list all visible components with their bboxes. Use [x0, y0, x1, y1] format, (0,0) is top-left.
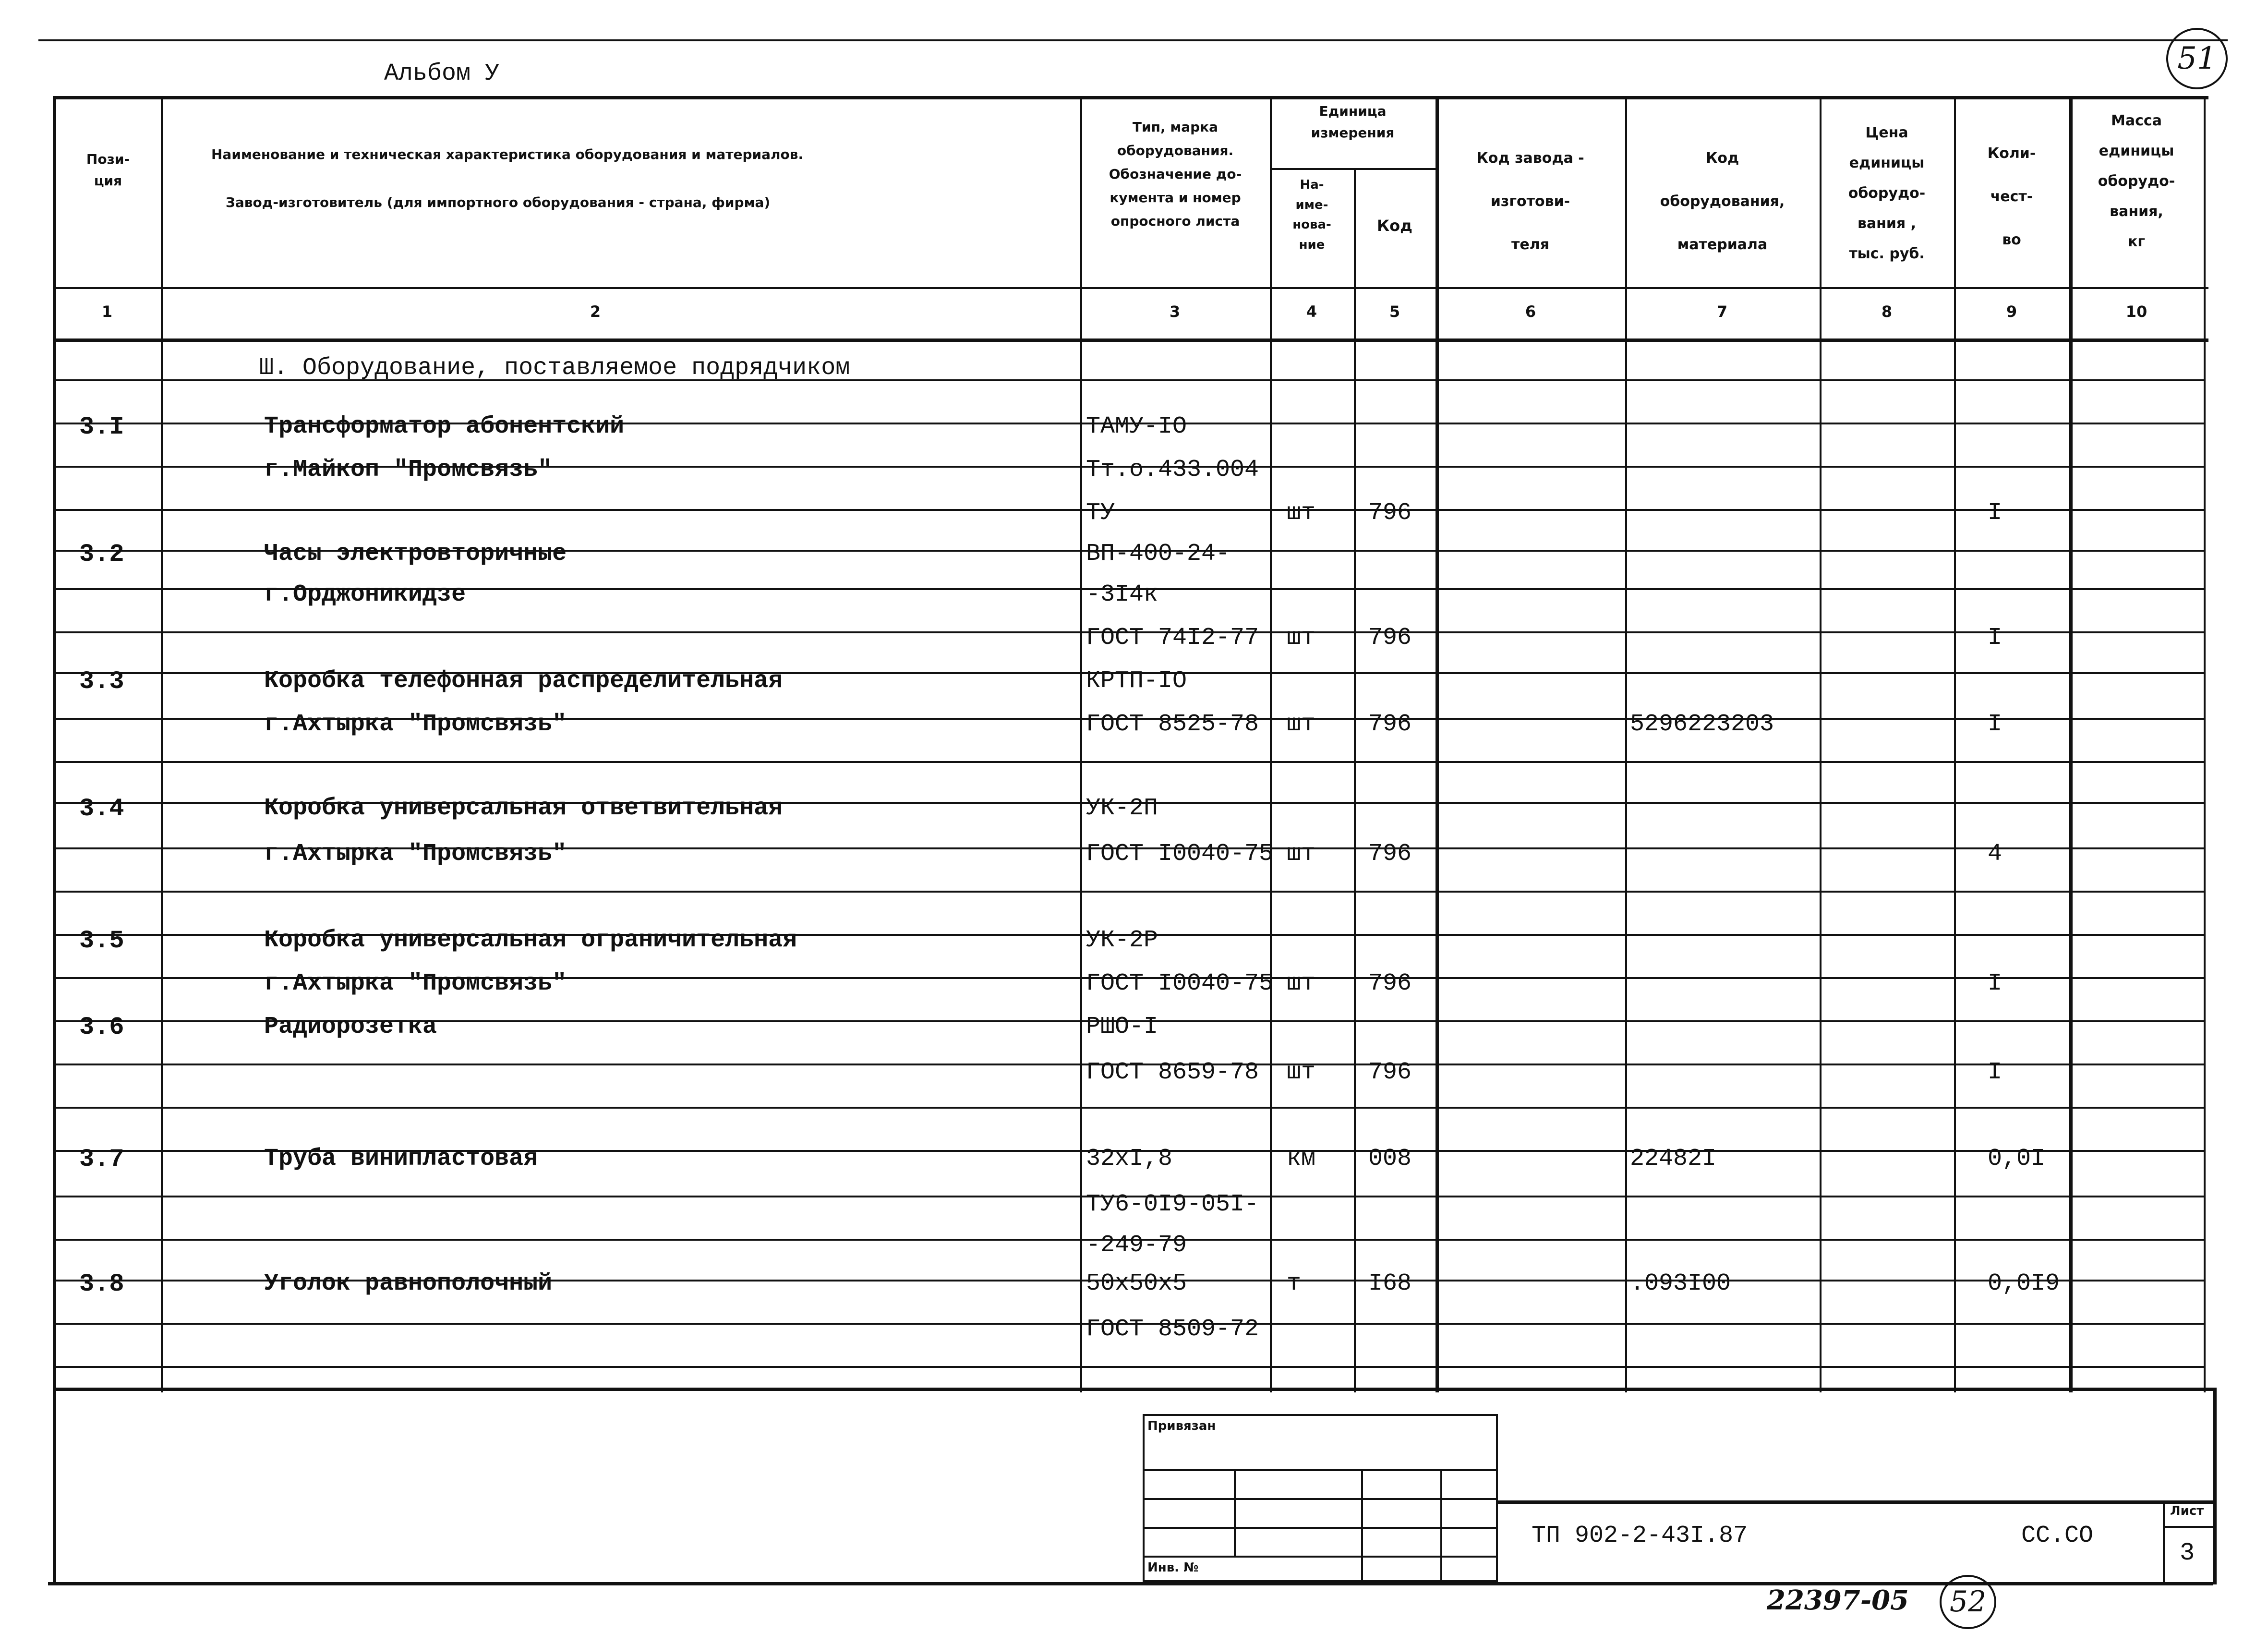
list-cell-divider — [2163, 1526, 2213, 1528]
cell-pos: 3.6 — [79, 1013, 124, 1041]
header-bottom-line — [53, 287, 2208, 289]
cell-name: Коробка универсальная ограничительная — [264, 927, 797, 954]
colnum-10: 10 — [2125, 302, 2147, 321]
cell-type: -3I4к — [1086, 581, 1158, 608]
cell-type: УК-2Р — [1086, 927, 1158, 954]
stamp-privyazan: Привязан — [1147, 1419, 1216, 1433]
cell-unit: шт — [1287, 970, 1316, 997]
row-line — [53, 1366, 2204, 1368]
colnum-6: 6 — [1525, 302, 1536, 321]
cell-qty: I — [1988, 711, 2003, 738]
header-col4: На- име- нова- ние — [1292, 178, 1331, 252]
page-number-circle-bottom: 52 — [1940, 1575, 1996, 1629]
colnum-5: 5 — [1389, 302, 1400, 321]
cell-name: г.Ахтырка "Промсвязь" — [264, 970, 567, 997]
table-bottom-line — [53, 1388, 2213, 1391]
list-number: 3 — [2180, 1539, 2195, 1567]
cell-unit: шт — [1287, 840, 1316, 868]
cell-mcode: 5296223203 — [1630, 711, 1774, 738]
stamp-line-3 — [1143, 1527, 1498, 1529]
cell-type: ВП-400-24- — [1086, 540, 1231, 568]
cell-type: ГОСТ 8659-78 — [1086, 1059, 1259, 1086]
cell-qty: 4 — [1988, 840, 2003, 868]
stamp-inv-no: Инв. № — [1147, 1560, 1199, 1575]
cell-code: 796 — [1368, 499, 1412, 527]
col-line-1 — [161, 96, 163, 1392]
col-line-4 — [1354, 168, 1356, 1392]
cell-pos: 3.4 — [79, 795, 124, 823]
cell-type: ГОСТ 8525-78 — [1086, 711, 1259, 738]
cell-pos: 3.7 — [79, 1145, 124, 1173]
stamp-line-2 — [1143, 1498, 1498, 1500]
cell-type: Тт.о.433.004 — [1086, 456, 1259, 484]
col-line-8 — [1954, 96, 1956, 1392]
col-line-6 — [1625, 96, 1627, 1392]
table-top-line — [53, 96, 2208, 99]
cell-name: Коробка универсальная ответвительная — [264, 795, 783, 822]
unit-subheader-line — [1270, 168, 1436, 170]
cell-unit: шт — [1287, 1059, 1316, 1086]
cell-qty: 0,0I9 — [1988, 1270, 2060, 1297]
cell-code: 796 — [1368, 970, 1412, 997]
list-label: Лист — [2170, 1504, 2204, 1518]
col-line-2 — [1080, 96, 1082, 1392]
cell-type: ГОСТ I0040-75 — [1086, 970, 1274, 997]
section-title: Ш. Оборудование, поставляемое подрядчиком — [259, 354, 850, 382]
cell-type: ГОСТ 8509-72 — [1086, 1316, 1259, 1343]
cell-qty: I — [1988, 970, 2003, 997]
header-col3: Тип, марка оборудования. Обозначение до- кумента и номер опросного листа — [1109, 119, 1242, 229]
cell-name: г.Ахтырка "Промсвязь" — [264, 711, 567, 738]
col-line-5 — [1436, 96, 1439, 1392]
cell-name: Коробка телефонная распределительная — [264, 667, 783, 695]
colnum-bottom-line — [53, 338, 2208, 342]
stamp-line-4 — [1143, 1556, 1498, 1558]
cell-qty: I — [1988, 624, 2003, 652]
header-col1: Пози- ция — [86, 151, 130, 189]
header-col2-line2: Завод-изготовитель (для импортного оборудования - страна, фирма) — [226, 194, 771, 210]
colnum-8: 8 — [1881, 302, 1893, 321]
title-block-top-line — [1498, 1500, 2213, 1504]
colnum-4: 4 — [1306, 302, 1317, 321]
cell-type: ТУ — [1086, 499, 1115, 527]
colnum-1: 1 — [101, 302, 113, 321]
cell-type: ТУ6-0I9-05I- — [1086, 1191, 1259, 1218]
cell-type: ГОСТ I0040-75 — [1086, 840, 1274, 868]
cell-pos: 3.3 — [79, 667, 124, 696]
cell-code: I68 — [1368, 1270, 1412, 1297]
cell-qty: I — [1988, 499, 2003, 527]
cell-type: КРТП-IO — [1086, 667, 1187, 695]
header-col6: Код завода - изготови- теля — [1476, 150, 1584, 253]
cell-mcode: 22482I — [1630, 1145, 1717, 1173]
stamp-vline-2 — [1361, 1469, 1363, 1582]
cell-type: УК-2П — [1086, 795, 1158, 822]
cell-name: г.Ахтырка "Промсвязь" — [264, 840, 567, 868]
inventory-number-note: 22397-05 — [1767, 1584, 1909, 1616]
cell-unit: шт — [1287, 711, 1316, 738]
colnum-2: 2 — [590, 302, 601, 321]
sheet-code: СС.СО — [2021, 1522, 2094, 1549]
cell-qty: 0,0I — [1988, 1145, 2046, 1173]
col-line-0 — [53, 96, 56, 1584]
cell-qty: I — [1988, 1059, 2003, 1086]
header-col9: Коли- чест- во — [1987, 145, 2036, 248]
colnum-7: 7 — [1716, 302, 1728, 321]
row-line — [53, 1107, 2204, 1109]
cell-unit: т — [1287, 1270, 1302, 1297]
cell-code: 796 — [1368, 1059, 1412, 1086]
cell-mcode: .093I00 — [1630, 1270, 1731, 1297]
cell-code: 796 — [1368, 624, 1412, 652]
row-line — [53, 761, 2204, 763]
header-col5: Код — [1377, 217, 1412, 235]
cell-name: Труба винипластовая — [264, 1145, 538, 1173]
cell-unit: км — [1287, 1145, 1316, 1173]
col-line-10 — [2204, 96, 2206, 1392]
col-line-3 — [1270, 96, 1272, 1392]
cell-code: 796 — [1368, 711, 1412, 738]
cell-name: Трансформатор абонентский — [264, 413, 625, 440]
cell-pos: 3.8 — [79, 1270, 124, 1298]
cell-pos: 3.5 — [79, 927, 124, 955]
stamp-vline-3 — [1440, 1469, 1442, 1582]
stamp-line-1 — [1143, 1469, 1498, 1471]
header-col8: Цена единицы оборудо- вания , тыс. руб. — [1848, 124, 1926, 262]
stamp-vline-1 — [1234, 1469, 1236, 1556]
colnum-9: 9 — [2006, 302, 2017, 321]
row-line — [53, 509, 2204, 511]
cell-code: 796 — [1368, 840, 1412, 868]
album-title: Альбом У — [384, 60, 500, 87]
top-border-line — [38, 39, 2228, 41]
cell-name: Уголок равнополочный — [264, 1270, 553, 1297]
cell-type: 50х50х5 — [1086, 1270, 1187, 1297]
cell-code: 008 — [1368, 1145, 1412, 1173]
cell-type: 32хI,8 — [1086, 1145, 1173, 1173]
cell-unit: шт — [1287, 499, 1316, 527]
cell-type: ТАМУ-IO — [1086, 413, 1187, 440]
col-line-7 — [1820, 96, 1822, 1392]
cell-name: г.Майкоп "Промсвязь" — [264, 456, 553, 484]
cell-name: Часы электровторичные — [264, 540, 567, 568]
cell-pos: 3.2 — [79, 540, 124, 568]
page-number-circle: 51 — [2166, 28, 2228, 89]
cell-name: г.Орджоникидзе — [264, 581, 466, 608]
cell-unit: шт — [1287, 624, 1316, 652]
col-line-9 — [2069, 96, 2073, 1392]
cell-pos: 3.I — [79, 413, 124, 441]
header-col7: Код оборудования, материала — [1660, 150, 1785, 253]
list-cell-line — [2163, 1500, 2165, 1584]
right-frame-line — [2213, 1388, 2217, 1584]
colnum-3: 3 — [1169, 302, 1181, 321]
cell-type: -249-79 — [1086, 1232, 1187, 1259]
header-unit-group: Единица измерения — [1311, 103, 1395, 141]
doc-code: ТП 902-2-43I.87 — [1532, 1522, 1748, 1549]
cell-type: РШО-I — [1086, 1013, 1158, 1040]
cell-type: ГОСТ 74I2-77 — [1086, 624, 1259, 652]
cell-name: Радиорозетка — [264, 1013, 437, 1040]
header-col2-line1: Наименование и техническая характеристика оборудования и материалов. — [211, 146, 804, 162]
header-col10: Масса единицы оборудо- вания, кг — [2098, 112, 2175, 250]
row-line — [53, 891, 2204, 893]
